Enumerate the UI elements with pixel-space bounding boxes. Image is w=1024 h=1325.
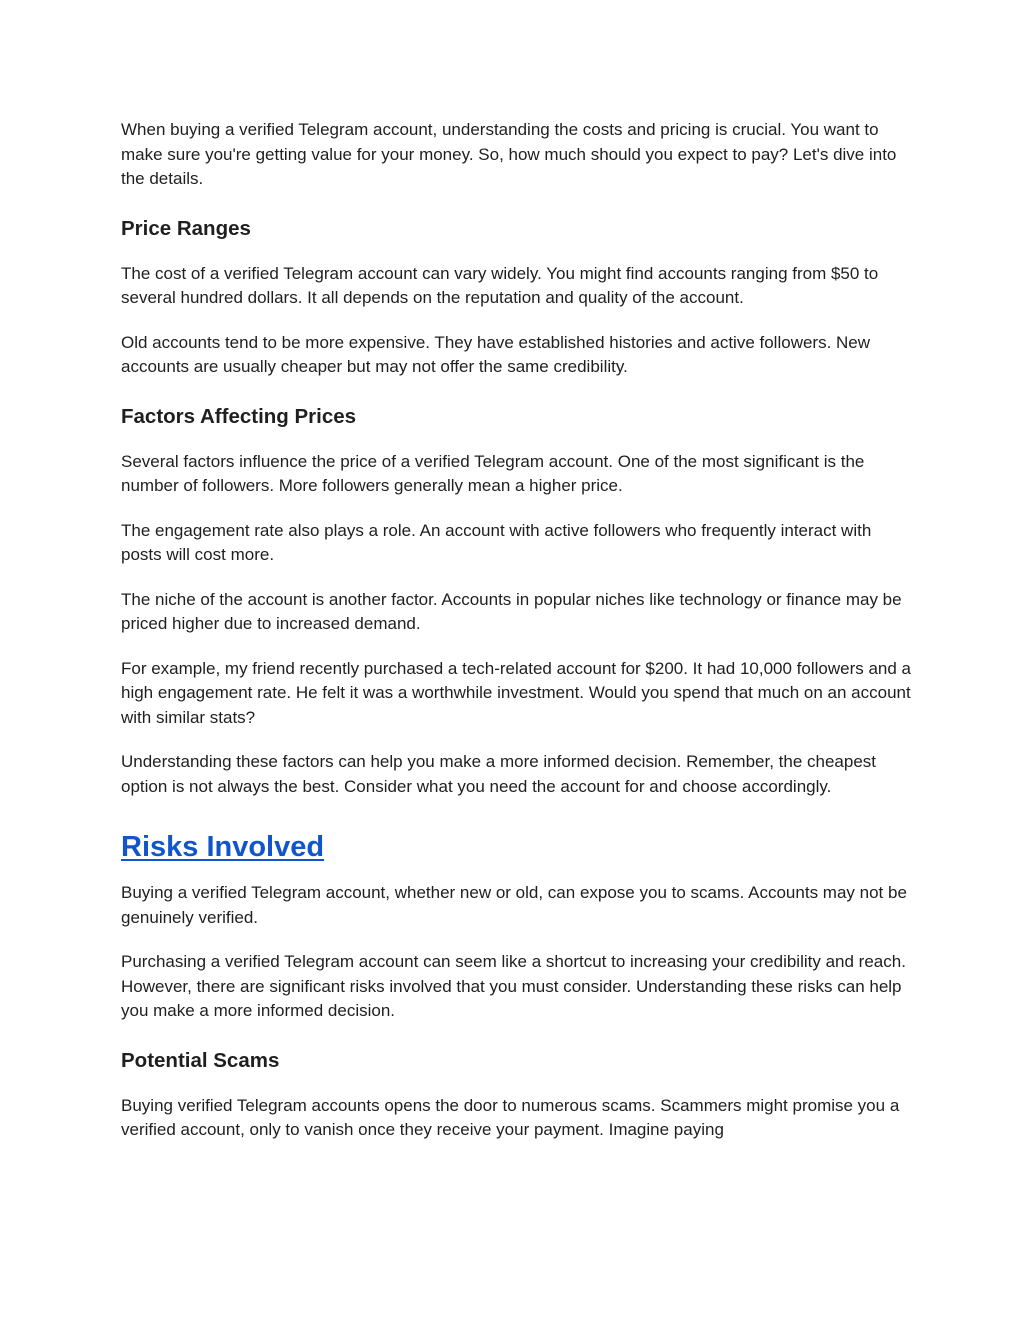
price-ranges-paragraph-1: The cost of a verified Telegram account can vary widely. You might find accounts ranging from $50 to several hundred dollars. It all depends on the reputation and quality of the account. — [121, 263, 879, 307]
factors-paragraph-5: Understanding these factors can help you make a more informed decision. Remember, the cheapest option is not always the best. Consider what you need the account for and choose accordingly. — [121, 752, 877, 796]
factors-paragraph-2: The engagement rate also plays a role. An account with active followers who frequently interact with posts will cost more. — [121, 520, 872, 564]
price-ranges-heading: Price Ranges — [121, 216, 251, 240]
risks-heading-link[interactable]: Risks Involved — [121, 831, 325, 863]
intro-paragraph: When buying a verified Telegram account, understanding the costs and pricing is crucial. You want to make sure you're getting value for your money. So, how much should you expect to pay? Let's dive into the details. — [121, 120, 897, 188]
factors-paragraph-4: For example, my friend recently purchased a tech-related account for $200. It had 10,000 followers and a high engagement rate. He felt it was a worthwhile investment. Would you spend that much on an account with similar stats? — [121, 658, 912, 727]
factors-heading: Factors Affecting Prices — [121, 404, 357, 428]
potential-scams-heading: Potential Scams — [121, 1048, 280, 1072]
risks-paragraph-2: Purchasing a verified Telegram account can seem like a shortcut to increasing your credibility and reach. However, there are significant risks involved that you must consider. Understanding these risks can help you make a more informed decision. — [121, 952, 906, 1020]
document-page — [121, 118, 911, 1143]
potential-scams-paragraph-1: Buying verified Telegram accounts opens the door to numerous scams. Scammers might promise you a verified account, only to vanish once they receive your payment. Imagine paying — [121, 1095, 900, 1139]
factors-paragraph-1: Several factors influence the price of a verified Telegram account. One of the most significant is the number of followers. More followers generally mean a higher price. — [121, 451, 865, 495]
price-ranges-paragraph-2: Old accounts tend to be more expensive. They have established histories and active followers. New accounts are usually cheaper but may not offer the same credibility. — [121, 332, 871, 376]
risks-heading — [121, 829, 911, 865]
risks-paragraph-1: Buying a verified Telegram account, whether new or old, can expose you to scams. Accounts may not be genuinely verified. — [121, 883, 907, 927]
factors-paragraph-3: The niche of the account is another factor. Accounts in popular niches like technology or finance may be priced higher due to increased demand. — [121, 589, 902, 633]
